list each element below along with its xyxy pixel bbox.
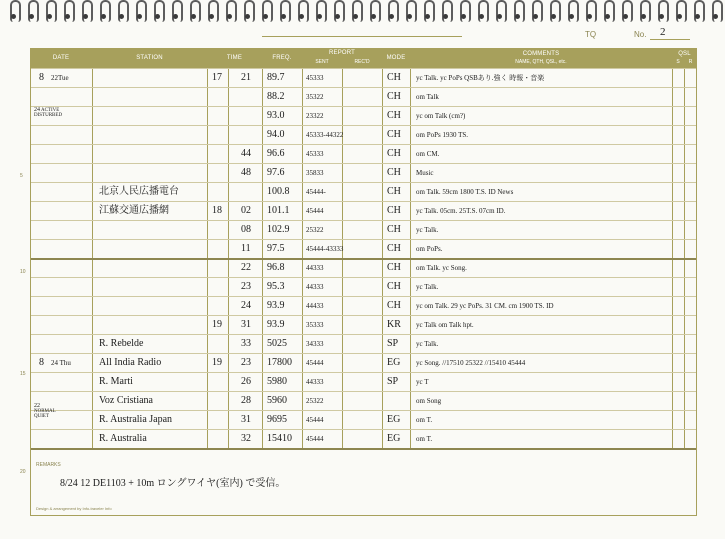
log-cell-station: R. Rebelde — [99, 338, 144, 349]
note-normal-day: 22 — [34, 403, 40, 409]
log-cell-station: R. Australia Japan — [99, 414, 173, 425]
margin-number-15: 15 — [20, 371, 26, 377]
log-cell-m: 44 — [241, 148, 251, 159]
log-cell-mode: CH — [387, 110, 401, 121]
log-cell-station: 江蘇交通広播網 — [99, 205, 169, 216]
header-mode: MODE — [386, 54, 406, 61]
spiral-hole — [281, 14, 286, 19]
log-cell-mode: CH — [387, 91, 401, 102]
log-cell-freq: 5025 — [267, 338, 287, 349]
log-cell-sent: 45333 — [306, 74, 324, 82]
log-cell-sent: 44433 — [306, 302, 324, 310]
log-cell-mode: CH — [387, 148, 401, 159]
margin-number-20: 20 — [20, 469, 26, 475]
note-active-text: ACTIVE DISTURBED — [34, 108, 63, 118]
spiral-hole — [713, 14, 718, 19]
spiral-hole — [65, 14, 70, 19]
spiral-hole — [191, 14, 196, 19]
log-cell-mode: CH — [387, 300, 401, 311]
log-cell-station: 北京人民広播電台 — [99, 186, 179, 197]
row-divider — [31, 239, 696, 240]
spiral-hole — [173, 14, 178, 19]
log-cell-freq: 102.9 — [267, 224, 290, 235]
log-cell-comment: yc Talk. — [416, 226, 439, 234]
row-divider — [31, 144, 696, 145]
top-header-row — [0, 26, 725, 44]
row-divider — [31, 277, 696, 278]
log-cell-comment: om Song — [416, 397, 442, 405]
spiral-hole — [155, 14, 160, 19]
log-cell-freq: 97.6 — [267, 167, 285, 178]
spiral-hole — [623, 14, 628, 19]
log-cell-mode: EG — [387, 357, 401, 368]
log-cell-sent: 45444 — [306, 207, 324, 215]
log-cell-comment: om PoPs. — [416, 245, 443, 253]
spiral-hole — [317, 14, 322, 19]
log-cell-mode: CH — [387, 129, 401, 140]
log-cell-freq: 93.9 — [267, 319, 285, 330]
log-cell-comment: yc Talk om Talk hpt. — [416, 321, 474, 329]
page-number-underline — [650, 39, 690, 40]
log-cell-m: 11 — [241, 243, 251, 254]
log-cell-sent: 44333 — [306, 264, 324, 272]
log-cell-sent: 23322 — [306, 112, 324, 120]
note-normal-text: NORMAL QUIET — [34, 409, 56, 419]
log-cell-date: 8 — [39, 357, 44, 368]
spiral-hole — [551, 14, 556, 19]
row-divider — [31, 125, 696, 126]
header-date: DATE — [52, 54, 70, 61]
margin-number-5: 5 — [20, 173, 23, 179]
log-cell-comment: om T. — [416, 435, 433, 443]
log-cell-h: 19 — [212, 319, 222, 330]
column-header-bar — [30, 48, 697, 67]
log-cell-m: 32 — [241, 433, 251, 444]
log-cell-comment: om Talk — [416, 93, 439, 101]
header-station: STATION — [136, 54, 163, 61]
log-cell-freq: 100.8 — [267, 186, 290, 197]
spiral-hole — [371, 14, 376, 19]
header-report: REPORT — [328, 50, 356, 56]
spiral-hole — [335, 14, 340, 19]
spiral-hole — [605, 14, 610, 19]
log-cell-station: All India Radio — [99, 357, 162, 368]
log-cell-station: R. Marti — [99, 376, 133, 387]
log-cell-freq: 89.7 — [267, 72, 285, 83]
log-cell-mode: CH — [387, 262, 401, 273]
header-sent: SENT — [315, 59, 329, 65]
log-cell-m: 02 — [241, 205, 251, 216]
note-normal-quiet — [34, 403, 62, 419]
log-cell-m: 33 — [241, 338, 251, 349]
log-cell-comment: om Talk. yc Song. — [416, 264, 467, 272]
log-cell-comment: yc T — [416, 378, 429, 386]
remarks-text: 8/24 12 DE1103 + 10m ロングワイヤ(室内) で受信。 — [60, 478, 286, 489]
log-cell-m: 23 — [241, 281, 251, 292]
row-divider — [31, 353, 696, 354]
spiral-hole — [407, 14, 412, 19]
row-divider — [31, 296, 696, 297]
log-cell-h: 19 — [212, 357, 222, 368]
spiral-hole — [677, 14, 682, 19]
log-cell-mode: CH — [387, 186, 401, 197]
log-cell-m: 48 — [241, 167, 251, 178]
spiral-hole — [119, 14, 124, 19]
row-divider — [31, 201, 696, 202]
log-cell-mode: SP — [387, 376, 399, 387]
no-label: No. — [634, 30, 647, 39]
footer-credit: Design & arrangement by Info-traveler Info — [36, 506, 112, 511]
log-cell-sent: 45333-44322 — [306, 131, 344, 139]
spiral-hole — [515, 14, 520, 19]
log-cell-freq: 96.8 — [267, 262, 285, 273]
spiral-hole — [389, 14, 394, 19]
log-cell-date: 8 — [39, 72, 44, 83]
log-cell-sent: 35322 — [306, 93, 324, 101]
log-cell-sent: 25322 — [306, 226, 324, 234]
log-cell-freq: 15410 — [267, 433, 292, 444]
log-cell-mode: CH — [387, 224, 401, 235]
log-cell-station: Voz Cristiana — [99, 395, 153, 406]
row-divider — [31, 315, 696, 316]
log-cell-m: 26 — [241, 376, 251, 387]
header-qsl-s: S — [676, 59, 680, 65]
log-cell-sent: 35833 — [306, 169, 324, 177]
log-cell-comment: om CM. — [416, 150, 440, 158]
row-divider — [31, 68, 696, 69]
spiral-hole — [587, 14, 592, 19]
log-cell-sent: 34333 — [306, 340, 324, 348]
log-cell-comment: om Talk. 59cm 1800 T.S. ID News — [416, 188, 514, 196]
log-cell-h: 18 — [212, 205, 222, 216]
spiral-hole — [659, 14, 664, 19]
row-divider — [31, 182, 696, 183]
header-qsl: QSL — [678, 50, 691, 57]
log-cell-sent: 25322 — [306, 397, 324, 405]
log-cell-mode: CH — [387, 205, 401, 216]
spiral-hole — [461, 14, 466, 19]
log-cell-sent: 44333 — [306, 378, 324, 386]
remarks-label: REMARKS — [36, 462, 61, 468]
log-cell-freq: 9695 — [267, 414, 287, 425]
row-divider — [31, 163, 696, 164]
log-cell-comment: yc Talk. — [416, 283, 439, 291]
log-cell-mode: CH — [387, 281, 401, 292]
log-cell-comment: yc Talk. — [416, 340, 439, 348]
spiral-hole — [263, 14, 268, 19]
log-cell-sent: 45444-43333 — [306, 245, 344, 253]
row-divider — [31, 429, 696, 430]
spiral-hole — [299, 14, 304, 19]
spiral-hole — [443, 14, 448, 19]
spiral-binding — [0, 0, 725, 22]
log-cell-m: 23 — [241, 357, 251, 368]
spiral-hole — [83, 14, 88, 19]
log-cell-sent: 45444 — [306, 416, 324, 424]
spiral-hole — [227, 14, 232, 19]
log-cell-freq: 5980 — [267, 376, 287, 387]
header-comments-sub: NAME, QTH, QSL, etc. — [515, 59, 567, 65]
log-cell-m: 28 — [241, 395, 251, 406]
row-divider — [31, 391, 696, 392]
logbook-sheet — [30, 48, 697, 516]
log-cell-day: 24 Thu — [51, 359, 71, 367]
spiral-hole — [101, 14, 106, 19]
spiral-hole — [11, 14, 16, 19]
spiral-hole — [497, 14, 502, 19]
log-cell-m: 31 — [241, 319, 251, 330]
log-cell-freq: 94.0 — [267, 129, 285, 140]
log-grid — [30, 67, 697, 516]
log-cell-comment: yc Song. //17510 25322 //15410 45444 — [416, 359, 526, 367]
row-divider — [31, 372, 696, 373]
log-cell-freq: 101.1 — [267, 205, 290, 216]
header-comments: COMMENTS — [522, 51, 560, 57]
spiral-hole — [533, 14, 538, 19]
log-cell-m: 08 — [241, 224, 251, 235]
log-cell-freq: 93.9 — [267, 300, 285, 311]
tq-label: TQ — [585, 30, 597, 39]
spiral-hole — [569, 14, 574, 19]
header-recd: REC'D — [354, 59, 370, 65]
log-cell-day: 22Tue — [51, 74, 69, 82]
log-cell-comment: yc om Talk. 29 yc PoPs. 31 CM. cm 1900 TS. ID — [416, 302, 554, 310]
row-divider — [31, 87, 696, 88]
spiral-hole — [353, 14, 358, 19]
log-cell-mode: CH — [387, 167, 401, 178]
log-cell-comment: yc om Talk (cm?) — [416, 112, 466, 120]
row-divider — [31, 106, 696, 107]
note-active-disturbed — [34, 107, 62, 118]
log-cell-mode: CH — [387, 72, 401, 83]
page-number: 2 — [660, 26, 666, 38]
log-cell-station: R. Australia — [99, 433, 147, 444]
log-cell-freq: 5960 — [267, 395, 287, 406]
log-cell-mode: SP — [387, 338, 399, 349]
header-qsl-r: R — [688, 59, 693, 65]
log-cell-mode: EG — [387, 414, 401, 425]
header-freq: FREQ. — [272, 54, 292, 61]
row-divider — [31, 258, 696, 260]
margin-number-10: 10 — [20, 269, 26, 275]
row-divider — [31, 220, 696, 221]
log-cell-comment: yc Talk. yc PoPs QSBあり.強く 時報・音楽 — [416, 74, 545, 82]
spiral-hole — [479, 14, 484, 19]
log-cell-comment: yc Talk. 05cm. 25T.S. 07cm ID. — [416, 207, 506, 215]
log-cell-freq: 95.3 — [267, 281, 285, 292]
log-cell-freq: 97.5 — [267, 243, 285, 254]
log-cell-comment: om T. — [416, 416, 433, 424]
log-cell-mode: CH — [387, 243, 401, 254]
log-cell-freq: 17800 — [267, 357, 292, 368]
row-divider — [31, 410, 696, 411]
spiral-hole — [641, 14, 646, 19]
title-underline — [262, 36, 462, 37]
log-cell-mode: KR — [387, 319, 401, 330]
log-cell-sent: 45444 — [306, 435, 324, 443]
log-cell-sent: 45333 — [306, 150, 324, 158]
spiral-hole — [47, 14, 52, 19]
log-cell-freq: 96.6 — [267, 148, 285, 159]
log-cell-m: 31 — [241, 414, 251, 425]
log-cell-comment: om PoPs 1930 TS. — [416, 131, 468, 139]
log-cell-m: 24 — [241, 300, 251, 311]
spiral-hole — [245, 14, 250, 19]
log-cell-freq: 88.2 — [267, 91, 285, 102]
spiral-hole — [137, 14, 142, 19]
header-time: TIME — [226, 54, 243, 61]
spiral-hole — [695, 14, 700, 19]
log-cell-sent: 45444- — [306, 188, 326, 196]
log-cell-h: 17 — [212, 72, 222, 83]
row-divider — [31, 334, 696, 335]
log-cell-m: 22 — [241, 262, 251, 273]
spiral-hole — [209, 14, 214, 19]
log-cell-mode: EG — [387, 433, 401, 444]
log-cell-sent: 45444 — [306, 359, 324, 367]
log-cell-sent: 35333 — [306, 321, 324, 329]
log-cell-sent: 44333 — [306, 283, 324, 291]
note-active-day: 24 — [34, 107, 40, 113]
spiral-hole — [29, 14, 34, 19]
log-cell-comment: Music — [416, 169, 434, 177]
log-cell-freq: 93.0 — [267, 110, 285, 121]
spiral-hole — [425, 14, 430, 19]
log-cell-m: 21 — [241, 72, 251, 83]
row-divider — [31, 448, 696, 450]
